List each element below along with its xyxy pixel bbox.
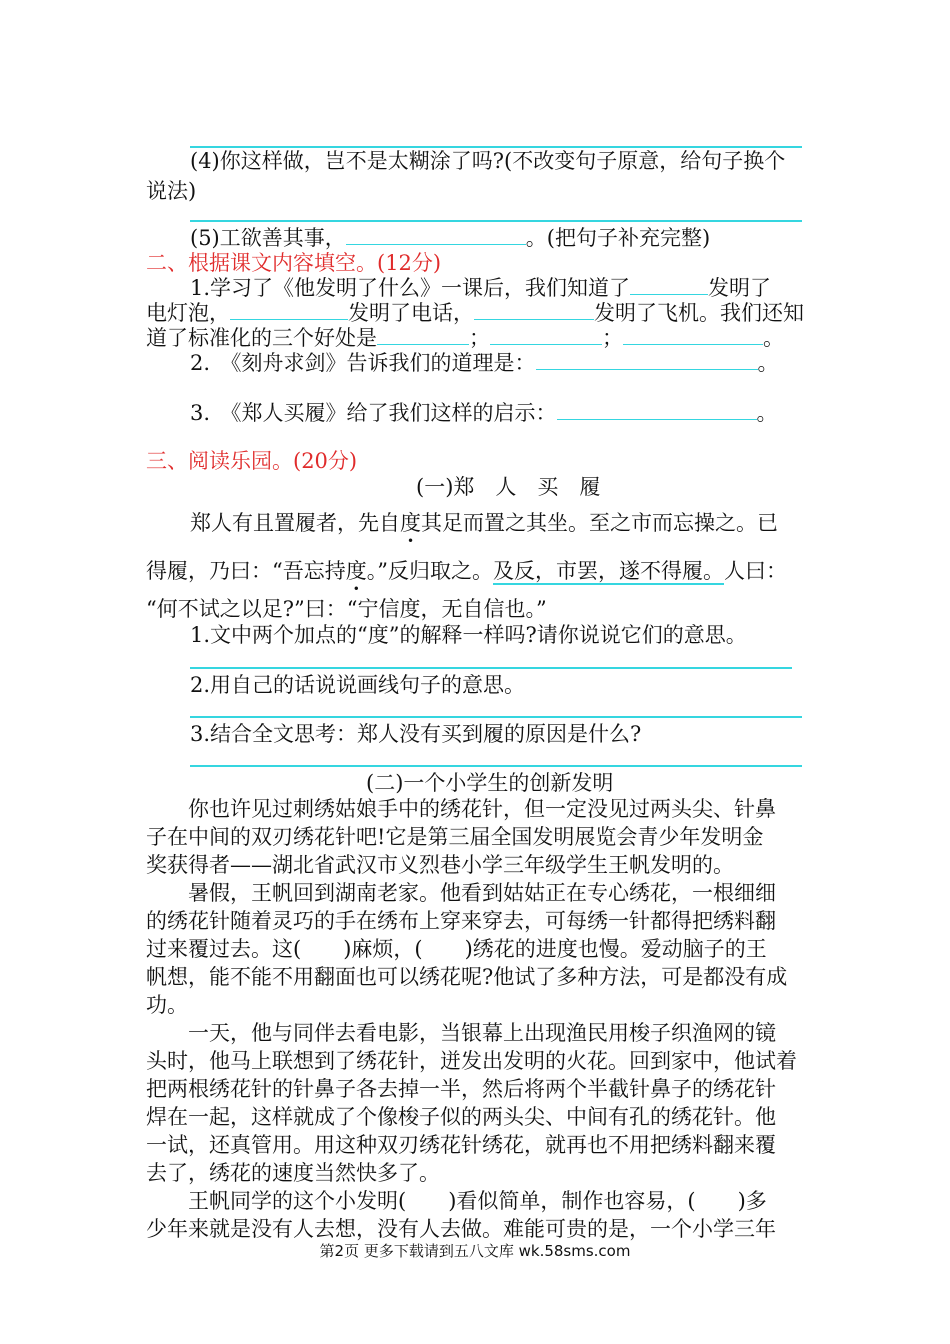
paragraph-line: 一试，还真管用。用这种双刃绣花针绣花，就再也不用把绣料翻来覆 bbox=[146, 1133, 776, 1157]
fill-blank[interactable] bbox=[536, 347, 758, 370]
s2q2-text: 2. 《刻舟求剑》告诉我们的道理是： bbox=[190, 351, 536, 375]
separator: ； bbox=[469, 326, 490, 350]
s2q1-text-a: 1.学习了《他发明了什么》一课后，我们知道了 bbox=[190, 276, 631, 300]
fill-blank[interactable] bbox=[490, 322, 602, 345]
fill-blank[interactable] bbox=[557, 397, 757, 420]
s2-question-2 bbox=[190, 347, 779, 378]
paragraph-line: 少年来就是没有人去想，没有人去做。难能可贵的是，一个小学三年 bbox=[146, 1217, 776, 1241]
story-1-question-1: 1.文中两个加点的“度”的解释一样吗?请你说说它们的意思。 bbox=[190, 623, 747, 647]
answer-line[interactable] bbox=[190, 765, 802, 767]
s2-question-3 bbox=[190, 397, 778, 428]
paragraph-line: 子在中间的双刃绣花针吧!它是第三届全国发明展览会青少年发明金 bbox=[146, 825, 764, 849]
question-5-prefix: (5)工欲善其事， bbox=[190, 226, 346, 250]
period: 。 bbox=[757, 351, 779, 375]
fill-blank[interactable] bbox=[346, 222, 526, 245]
paragraph-line: 头时，他马上联想到了绣花针，迸发出发明的火花。回到家中，他试着 bbox=[146, 1049, 797, 1073]
paragraph-line: 去了，绣花的速度当然快多了。 bbox=[146, 1161, 440, 1185]
fill-blank[interactable] bbox=[230, 297, 348, 320]
paragraph-line: 王帆同学的这个小发明( )看似简单，制作也容易，( )多 bbox=[146, 1189, 767, 1213]
question-4-line1: (4)你这样做，岂不是太糊涂了吗?(不改变句子原意，给句子换个 bbox=[190, 149, 786, 173]
paragraph-line: 暑假，王帆回到湖南老家。他看到姑姑正在专心绣花，一根细细 bbox=[146, 881, 776, 905]
s2q1-text-d: 发明了电话， bbox=[348, 301, 474, 325]
dotted-char: 度 bbox=[345, 559, 367, 583]
story-1-question-2: 2.用自己的话说说画线句子的意思。 bbox=[190, 673, 526, 697]
story-1-para-line3: “何不试之以足?”曰：“宁信度，无自信也。” bbox=[146, 597, 547, 621]
paragraph-line: 功。 bbox=[146, 993, 188, 1017]
paragraph-line: 过来覆过去。这( )麻烦，( )绣花的进度也慢。爱动脑子的王 bbox=[146, 937, 767, 961]
fill-blank[interactable] bbox=[474, 297, 594, 320]
story-1-question-3: 3.结合全文思考：郑人没有买到履的原因是什么? bbox=[190, 722, 642, 746]
fill-blank[interactable] bbox=[630, 272, 708, 295]
fill-blank[interactable] bbox=[377, 322, 469, 345]
period: 。 bbox=[763, 326, 784, 350]
section-2-title: 二、根据课文内容填空。(12分) bbox=[146, 251, 442, 275]
story-1-para-line2: 得履，乃曰：“吾忘持度。”反归取之。及反，市罢，遂不得履。人曰： bbox=[146, 559, 787, 583]
period: 。 bbox=[756, 401, 778, 425]
s2q1-text-c: 电灯泡， bbox=[146, 301, 230, 325]
paragraph-line: 奖获得者——湖北省武汉市义烈巷小学三年级学生王帆发明的。 bbox=[146, 853, 734, 877]
paragraph-line: 你也许见过刺绣姑娘手中的绣花针，但一定没见过两头尖、针鼻 bbox=[146, 797, 776, 821]
separator: ； bbox=[602, 326, 623, 350]
paragraph-line: 的绣花针随着灵巧的手在绣布上穿来穿去，可每绣一针都得把绣料翻 bbox=[146, 909, 776, 933]
paragraph-line: 一天，他与同伴去看电影，当银幕上出现渔民用梭子织渔网的镜 bbox=[146, 1021, 776, 1045]
paragraph-line: 帆想，能不能不用翻面也可以绣花呢?他试了多种方法，可是都没有成 bbox=[146, 965, 788, 989]
page-footer: 第2页 更多下载请到五八文库 wk.58sms.com bbox=[319, 1242, 631, 1260]
question-5-suffix: 。(把句子补充完整) bbox=[525, 226, 711, 250]
section-3-title: 三、阅读乐园。(20分) bbox=[146, 449, 358, 473]
dotted-char: 度 bbox=[400, 511, 421, 535]
paragraph-line: 把两根绣花针的针鼻子各去掉一半，然后将两个半截针鼻子的绣花针 bbox=[146, 1077, 776, 1101]
s2q1-text-b: 发明了 bbox=[708, 276, 772, 300]
underlined-sentence: 及反，市罢，遂不得履。 bbox=[493, 559, 724, 583]
s2q1-text-e: 发明了飞机。我们还知 bbox=[594, 301, 804, 325]
s2q3-text: 3. 《郑人买履》给了我们这样的启示： bbox=[190, 401, 557, 425]
s2q1-text-f: 道了标准化的三个好处是 bbox=[146, 326, 377, 350]
answer-line[interactable] bbox=[190, 667, 792, 669]
story-1-title: (一)郑 人 买 履 bbox=[416, 475, 601, 499]
story-1-para-line1: 郑人有且置履者，先自度其足而置之其坐。至之市而忘操之。已 bbox=[190, 511, 778, 535]
paragraph-line: 焊在一起，这样就成了个像梭子似的两头尖、中间有孔的绣花针。他 bbox=[146, 1105, 776, 1129]
story-1-text: 人曰： bbox=[724, 559, 787, 583]
fill-blank[interactable] bbox=[623, 322, 763, 345]
story-2-title: (二)一个小学生的创新发明 bbox=[366, 771, 614, 795]
question-4-line2: 说法) bbox=[146, 179, 197, 203]
answer-line[interactable] bbox=[190, 716, 802, 718]
